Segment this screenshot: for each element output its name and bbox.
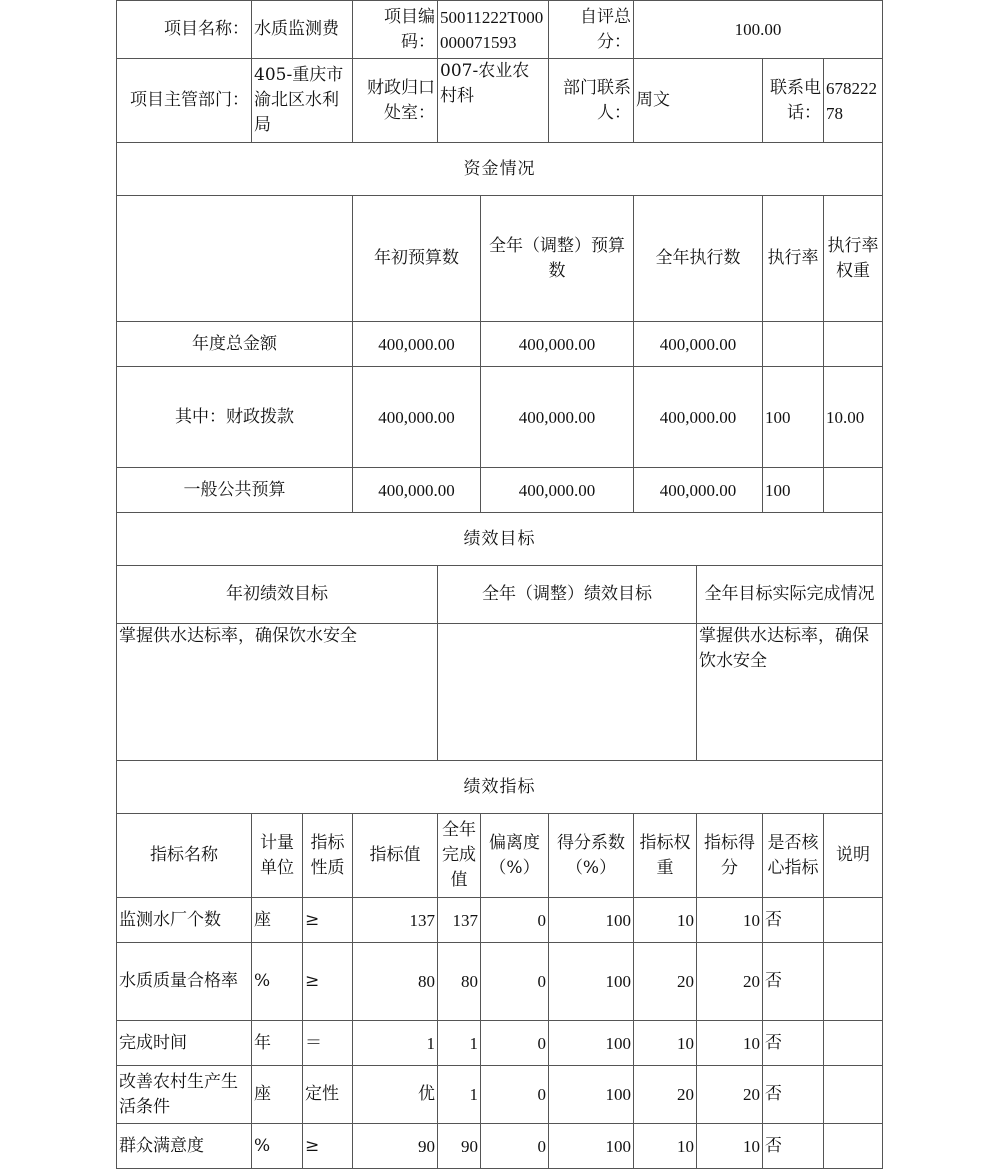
ind-name: 水质质量合格率 bbox=[117, 943, 252, 1021]
funds-row-weight: 10.00 bbox=[824, 367, 883, 468]
funds-row-label: 一般公共预算 bbox=[117, 468, 353, 513]
ind-actual: 80 bbox=[438, 943, 481, 1021]
goals-col-actual: 全年目标实际完成情况 bbox=[697, 566, 883, 624]
ind-weight: 20 bbox=[634, 1066, 697, 1124]
phone-label: 联系电话： bbox=[763, 59, 824, 143]
funds-section-row bbox=[117, 143, 883, 196]
ind-note bbox=[824, 1066, 883, 1124]
ind-score: 10 bbox=[697, 898, 763, 943]
ind-col-core: 是否核心指标 bbox=[763, 814, 824, 898]
funds-row bbox=[117, 468, 883, 513]
funds-row-weight bbox=[824, 322, 883, 367]
ind-nature: ≥ bbox=[303, 898, 353, 943]
funds-col-adjusted: 全年（调整）预算数 bbox=[481, 196, 634, 322]
project-code-label: 项目编码： bbox=[353, 1, 438, 59]
contact-label: 部门联系人： bbox=[549, 59, 634, 143]
ind-target: 优 bbox=[353, 1066, 438, 1124]
ind-core: 否 bbox=[763, 1066, 824, 1124]
goals-content-row bbox=[117, 624, 883, 761]
funds-col-weight: 执行率权重 bbox=[824, 196, 883, 322]
ind-name: 群众满意度 bbox=[117, 1124, 252, 1169]
ind-coef: 100 bbox=[549, 898, 634, 943]
ind-nature: ≥ bbox=[303, 943, 353, 1021]
funds-row-initial: 400,000.00 bbox=[353, 322, 481, 367]
funds-row-label: 其中：财政拨款 bbox=[117, 367, 353, 468]
funds-row bbox=[117, 367, 883, 468]
indicators-header-row bbox=[117, 814, 883, 898]
contact-value: 周文 bbox=[634, 59, 763, 143]
ind-deviation: 0 bbox=[481, 898, 549, 943]
goals-header-row bbox=[117, 566, 883, 624]
ind-unit: 年 bbox=[252, 1021, 303, 1066]
funds-row-rate bbox=[763, 322, 824, 367]
ind-core: 否 bbox=[763, 1124, 824, 1169]
ind-col-actual: 全年完成值 bbox=[438, 814, 481, 898]
indicator-row bbox=[117, 943, 883, 1021]
funds-row-executed: 400,000.00 bbox=[634, 367, 763, 468]
ind-weight: 10 bbox=[634, 1021, 697, 1066]
funds-row-rate: 100 bbox=[763, 367, 824, 468]
ind-coef: 100 bbox=[549, 1066, 634, 1124]
ind-coef: 100 bbox=[549, 1124, 634, 1169]
ind-target: 137 bbox=[353, 898, 438, 943]
goals-col-adjusted: 全年（调整）绩效目标 bbox=[438, 566, 697, 624]
funds-col-initial: 年初预算数 bbox=[353, 196, 481, 322]
ind-unit: % bbox=[252, 943, 303, 1021]
ind-name: 完成时间 bbox=[117, 1021, 252, 1066]
performance-evaluation-sheet bbox=[116, 0, 883, 1169]
ind-col-target: 指标值 bbox=[353, 814, 438, 898]
ind-deviation: 0 bbox=[481, 1021, 549, 1066]
ind-actual: 1 bbox=[438, 1066, 481, 1124]
ind-actual: 137 bbox=[438, 898, 481, 943]
funds-row-adjusted: 400,000.00 bbox=[481, 367, 634, 468]
funds-row-weight bbox=[824, 468, 883, 513]
funds-row-adjusted: 400,000.00 bbox=[481, 322, 634, 367]
ind-unit: % bbox=[252, 1124, 303, 1169]
ind-note bbox=[824, 1124, 883, 1169]
ind-note bbox=[824, 1021, 883, 1066]
ind-score: 10 bbox=[697, 1021, 763, 1066]
funds-section-title: 资金情况 bbox=[117, 143, 883, 196]
indicator-row bbox=[117, 1021, 883, 1066]
ind-target: 90 bbox=[353, 1124, 438, 1169]
ind-col-nature: 指标性质 bbox=[303, 814, 353, 898]
indicator-row bbox=[117, 1066, 883, 1124]
goals-actual-text: 掌握供水达标率，确保饮水安全 bbox=[697, 624, 883, 761]
ind-name: 改善农村生产生活条件 bbox=[117, 1066, 252, 1124]
ind-target: 80 bbox=[353, 943, 438, 1021]
goals-section-row bbox=[117, 513, 883, 566]
funds-row-initial: 400,000.00 bbox=[353, 468, 481, 513]
ind-col-name: 指标名称 bbox=[117, 814, 252, 898]
funds-row-rate: 100 bbox=[763, 468, 824, 513]
funds-row-initial: 400,000.00 bbox=[353, 367, 481, 468]
ind-weight: 10 bbox=[634, 1124, 697, 1169]
self-score-label: 自评总分： bbox=[549, 1, 634, 59]
funds-row bbox=[117, 322, 883, 367]
ind-deviation: 0 bbox=[481, 1066, 549, 1124]
ind-deviation: 0 bbox=[481, 1124, 549, 1169]
ind-col-note: 说明 bbox=[824, 814, 883, 898]
ind-core: 否 bbox=[763, 898, 824, 943]
ind-actual: 90 bbox=[438, 1124, 481, 1169]
goals-adjusted-text bbox=[438, 624, 697, 761]
ind-col-weight: 指标权重 bbox=[634, 814, 697, 898]
finance-office-label: 财政归口处室： bbox=[353, 59, 438, 143]
funds-header-row bbox=[117, 196, 883, 322]
ind-col-deviation: 偏离度（%） bbox=[481, 814, 549, 898]
ind-nature: ≥ bbox=[303, 1124, 353, 1169]
ind-target: 1 bbox=[353, 1021, 438, 1066]
goals-initial-text: 掌握供水达标率，确保饮水安全 bbox=[117, 624, 438, 761]
ind-nature: ＝ bbox=[303, 1021, 353, 1066]
goals-col-initial: 年初绩效目标 bbox=[117, 566, 438, 624]
project-name-label: 项目名称： bbox=[117, 1, 252, 59]
ind-score: 10 bbox=[697, 1124, 763, 1169]
funds-col-rate: 执行率 bbox=[763, 196, 824, 322]
indicator-row bbox=[117, 898, 883, 943]
ind-coef: 100 bbox=[549, 943, 634, 1021]
ind-nature: 定性 bbox=[303, 1066, 353, 1124]
funds-row-adjusted: 400,000.00 bbox=[481, 468, 634, 513]
phone-value: 67822278 bbox=[824, 59, 883, 143]
indicators-section-row bbox=[117, 761, 883, 814]
dept-value: 405-重庆市渝北区水利局 bbox=[252, 59, 353, 143]
finance-office-value: 007-农业农村科 bbox=[438, 59, 549, 143]
ind-col-unit: 计量单位 bbox=[252, 814, 303, 898]
indicator-row bbox=[117, 1124, 883, 1169]
ind-col-coef: 得分系数（%） bbox=[549, 814, 634, 898]
project-name-value: 水质监测费 bbox=[252, 1, 353, 59]
goals-section-title: 绩效目标 bbox=[117, 513, 883, 566]
ind-unit: 座 bbox=[252, 1066, 303, 1124]
funds-row-label: 年度总金额 bbox=[117, 322, 353, 367]
ind-core: 否 bbox=[763, 943, 824, 1021]
ind-score: 20 bbox=[697, 1066, 763, 1124]
self-score-value: 100.00 bbox=[634, 1, 883, 59]
ind-score: 20 bbox=[697, 943, 763, 1021]
header-row-1 bbox=[117, 1, 883, 59]
ind-col-score: 指标得分 bbox=[697, 814, 763, 898]
ind-weight: 20 bbox=[634, 943, 697, 1021]
header-row-2 bbox=[117, 59, 883, 143]
ind-actual: 1 bbox=[438, 1021, 481, 1066]
indicators-section-title: 绩效指标 bbox=[117, 761, 883, 814]
ind-weight: 10 bbox=[634, 898, 697, 943]
ind-name: 监测水厂个数 bbox=[117, 898, 252, 943]
ind-note bbox=[824, 943, 883, 1021]
ind-deviation: 0 bbox=[481, 943, 549, 1021]
ind-coef: 100 bbox=[549, 1021, 634, 1066]
project-code-value: 50011222T000000071593 bbox=[438, 1, 549, 59]
ind-core: 否 bbox=[763, 1021, 824, 1066]
funds-row-executed: 400,000.00 bbox=[634, 322, 763, 367]
ind-unit: 座 bbox=[252, 898, 303, 943]
ind-note bbox=[824, 898, 883, 943]
dept-label: 项目主管部门： bbox=[117, 59, 252, 143]
funds-col-executed: 全年执行数 bbox=[634, 196, 763, 322]
funds-header-blank bbox=[117, 196, 353, 322]
funds-row-executed: 400,000.00 bbox=[634, 468, 763, 513]
